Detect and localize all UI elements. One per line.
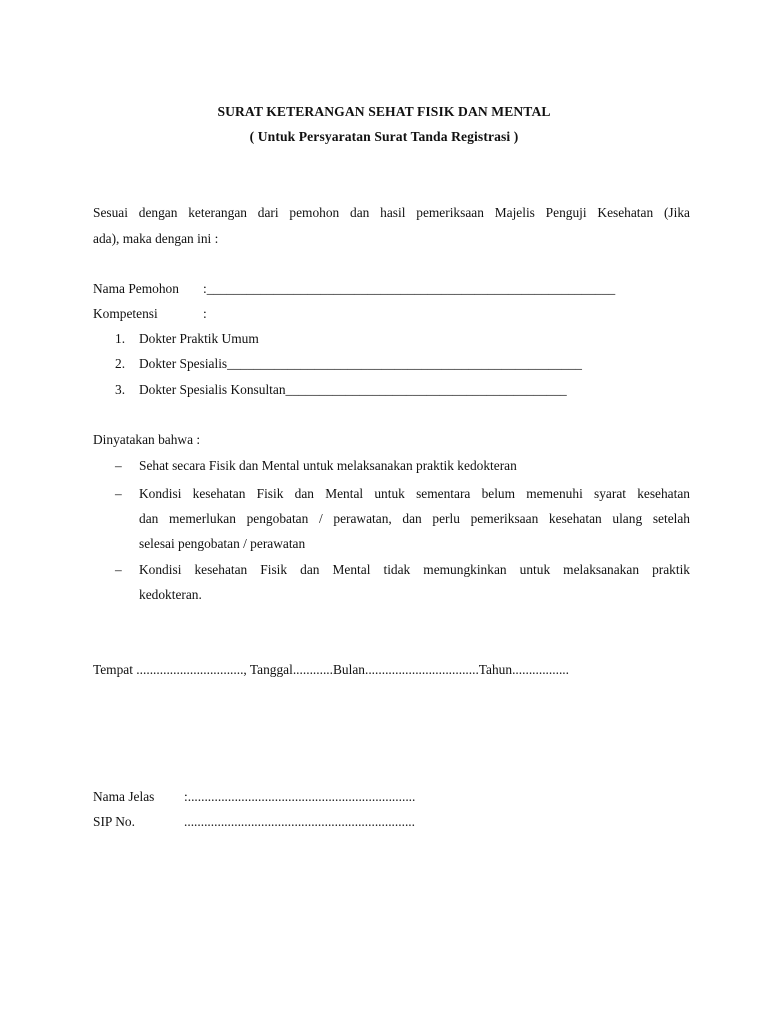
- declaration-bullet: –: [115, 486, 122, 501]
- applicant-name-field: :_____________________________________________________________: [203, 281, 616, 296]
- competency-item-number: 2.: [115, 356, 126, 371]
- competency-label: Kompetensi: [93, 306, 158, 321]
- signer-name-label: Nama Jelas: [93, 789, 155, 804]
- intro-line-2: ada), maka dengan ini :: [93, 231, 219, 246]
- declaration-label: Dinyatakan bahwa :: [93, 432, 201, 447]
- intro-line-1: Sesuai dengan keterangan dari pemohon dan hasil pemeriksaan Majelis Penguji Kesehatan (Jika: [93, 205, 690, 220]
- declaration-bullet: –: [115, 458, 122, 473]
- competency-separator: :: [203, 306, 207, 321]
- declaration-item-line: kedokteran.: [139, 587, 202, 602]
- competency-item-number: 3.: [115, 382, 126, 397]
- signer-name-field: :....................................................................: [184, 789, 416, 804]
- sip-number-field: .....................................................................: [184, 814, 415, 829]
- competency-item-text: Dokter Praktik Umum: [139, 331, 259, 346]
- competency-item-text: Dokter Spesialis_____________________________________________________: [139, 356, 582, 371]
- document-title: SURAT KETERANGAN SEHAT FISIK DAN MENTAL: [217, 104, 551, 119]
- document-subtitle: ( Untuk Persyaratan Surat Tanda Registrasi ): [249, 129, 519, 144]
- applicant-name-label: Nama Pemohon: [93, 281, 179, 296]
- place-date-line: Tempat ................................, Tanggal............Bulan..................................Tahun.................: [93, 662, 569, 677]
- declaration-bullet: –: [115, 562, 122, 577]
- declaration-item-line: Kondisi kesehatan Fisik dan Mental untuk sementara belum memenuhi syarat kesehatan: [139, 486, 690, 501]
- competency-item-number: 1.: [115, 331, 126, 346]
- sip-number-label: SIP No.: [93, 814, 135, 829]
- declaration-item-line: Sehat secara Fisik dan Mental untuk melaksanakan praktik kedokteran: [139, 458, 517, 473]
- declaration-item-line: Kondisi kesehatan Fisik dan Mental tidak memungkinkan untuk melaksanakan praktik: [139, 562, 690, 577]
- competency-item-text: Dokter Spesialis Konsultan__________________________________________: [139, 382, 567, 397]
- declaration-item-line: selesai pengobatan / perawatan: [139, 536, 306, 551]
- declaration-item-line: dan memerlukan pengobatan / perawatan, dan perlu pemeriksaan kesehatan ulang setelah: [139, 511, 690, 526]
